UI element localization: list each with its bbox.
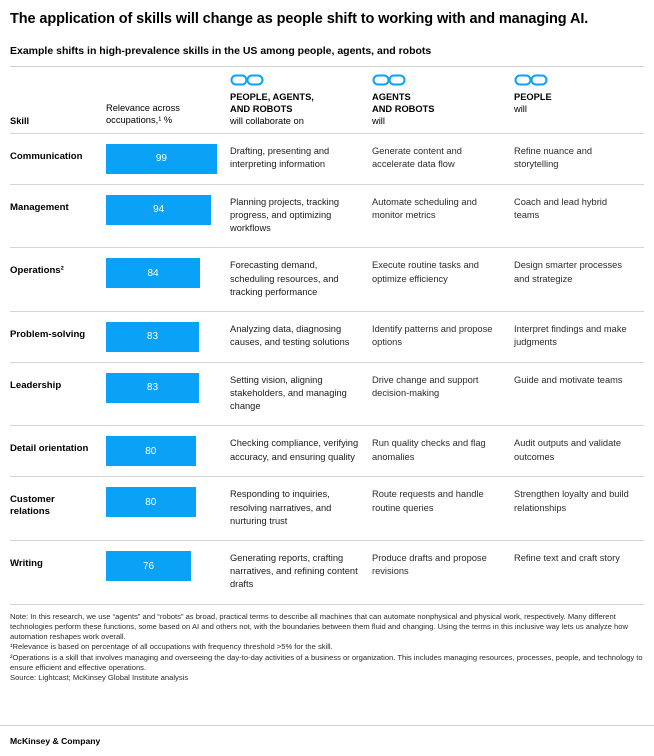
brand-divider: [0, 725, 654, 726]
chain-link-icon: [514, 73, 644, 87]
bar-value: 80: [145, 445, 157, 457]
column-header-agents-line1: AGENTS: [372, 91, 411, 102]
row-collaborate-text: Analyzing data, diagnosing causes, and testing solutions: [230, 311, 372, 362]
row-agents-text: Automate scheduling and monitor metrics: [372, 184, 514, 248]
column-header-collaborate-line1: PEOPLE, AGENTS,: [230, 91, 314, 102]
chain-link-icon: [372, 73, 514, 87]
row-bar-cell: [106, 426, 230, 477]
row-people-text: Guide and motivate teams: [514, 362, 644, 426]
row-skill-label: Customer relations: [10, 477, 106, 541]
column-header-agents: [372, 89, 514, 134]
relevance-bar: [106, 322, 199, 352]
column-header-agents-line2: AND ROBOTS: [372, 103, 435, 114]
icon-cell-agents: [372, 67, 514, 89]
relevance-bar: [106, 436, 196, 466]
row-bar-cell: [106, 477, 230, 541]
relevance-bar: [106, 144, 217, 174]
spacer-cell-skill: [10, 67, 106, 89]
row-skill-label: Management: [10, 184, 106, 248]
row-people-text: Strengthen loyalty and build relationships: [514, 477, 644, 541]
icon-cell-collaborate: [230, 67, 372, 89]
bar-value: 83: [146, 382, 159, 394]
row-agents-text: Identify patterns and propose options: [372, 311, 514, 362]
column-header-collaborate: [230, 89, 372, 134]
row-collaborate-text: Setting vision, aligning stakeholders, and managing change: [230, 362, 372, 426]
bar-value: 94: [153, 204, 165, 216]
row-people-text: Refine nuance and storytelling: [514, 133, 644, 184]
row-people-text: Refine text and craft story: [514, 541, 644, 604]
column-header-collaborate-sub: will collaborate on: [230, 115, 304, 126]
table-bottom-divider: [10, 604, 644, 605]
bar-value: 84: [147, 267, 159, 279]
row-people-text: Audit outputs and validate outcomes: [514, 426, 644, 477]
table-row: [10, 426, 644, 477]
table-row: [10, 362, 644, 426]
icon-cell-people: [514, 67, 644, 89]
relevance-bar: [106, 373, 199, 403]
relevance-bar: [106, 551, 191, 581]
row-agents-text: Generate content and accelerate data flow: [372, 133, 514, 184]
row-agents-text: Drive change and support decision-making: [372, 362, 514, 426]
row-agents-text: Run quality checks and flag anomalies: [372, 426, 514, 477]
table-row: [10, 541, 644, 604]
table-row: [10, 311, 644, 362]
relevance-bar: [106, 195, 211, 225]
column-header-collaborate-line2: AND ROBOTS: [230, 103, 293, 114]
column-icon-row: [10, 67, 644, 89]
skills-matrix-table: [10, 67, 644, 604]
spacer-cell-relevance: [106, 67, 230, 89]
row-bar-cell: [106, 133, 230, 184]
row-collaborate-text: Generating reports, crafting narratives, and refining content drafts: [230, 541, 372, 604]
row-bar-cell: [106, 248, 230, 312]
row-agents-text: Produce drafts and propose revisions: [372, 541, 514, 604]
footnote-1: ¹Relevance is based on percentage of all occupations with frequency threshold >5% for the skill.: [10, 642, 333, 652]
brand-logo: McKinsey & Company: [10, 736, 101, 746]
row-skill-label: Operations²: [10, 248, 106, 312]
table-row: [10, 133, 644, 184]
column-header-skill: Skill: [10, 115, 30, 126]
column-header-relevance: Relevance across occupations,¹ %: [106, 102, 180, 125]
footnotes: [10, 612, 644, 684]
column-header-agents-sub: will: [372, 115, 385, 126]
row-people-text: Interpret findings and make judgments: [514, 311, 644, 362]
relevance-bar: [106, 258, 200, 288]
column-header-people-sub: will: [514, 103, 527, 114]
row-collaborate-text: Responding to inquiries, resolving narratives, and nurturing trust: [230, 477, 372, 541]
bar-value: 83: [146, 331, 159, 343]
column-header-people-line1: PEOPLE: [514, 91, 552, 102]
row-skill-label: Communication: [10, 133, 106, 184]
row-collaborate-text: Planning projects, tracking progress, and optimizing workflows: [230, 184, 372, 248]
bar-value: 99: [155, 153, 167, 165]
row-skill-label: Problem-solving: [10, 311, 106, 362]
row-bar-cell: [106, 184, 230, 248]
column-header-row: [10, 89, 644, 134]
page-subtitle: Example shifts in high-prevalence skills in the US among people, agents, and robots: [10, 44, 432, 57]
bar-value: 80: [145, 496, 157, 508]
row-bar-cell: [106, 541, 230, 604]
table-row: [10, 184, 644, 248]
relevance-bar: [106, 487, 196, 517]
column-header-people: [514, 89, 644, 134]
table-row: [10, 477, 644, 541]
row-bar-cell: [106, 362, 230, 426]
row-collaborate-text: Checking compliance, verifying accuracy, and ensuring quality: [230, 426, 372, 477]
row-collaborate-text: Forecasting demand, scheduling resources, and tracking performance: [230, 248, 372, 312]
row-skill-label: Detail orientation: [10, 426, 106, 477]
row-agents-text: Route requests and handle routine queries: [372, 477, 514, 541]
row-bar-cell: [106, 311, 230, 362]
page-title: The application of skills will change as people shift to working with and managing AI.: [10, 11, 589, 27]
row-agents-text: Execute routine tasks and optimize efficiency: [372, 248, 514, 312]
row-skill-label: Leadership: [10, 362, 106, 426]
row-collaborate-text: Drafting, presenting and interpreting information: [230, 133, 372, 184]
chain-link-icon: [230, 73, 372, 87]
row-people-text: Design smarter processes and strategize: [514, 248, 644, 312]
footnote-note: Note: In this research, we use “agents” and “robots” as broad, practical terms to describe all machines that can automate nonphysical and physical work, respectively. Many different technologies perform these functions, some based on AI and others not, with the boundaries between them fluid and changing. Using the terms in this inclusive way lets us analyze how automation reshapes work overall.: [10, 611, 628, 642]
bar-value: 76: [142, 560, 155, 572]
row-skill-label: Writing: [10, 541, 106, 604]
table-row: [10, 248, 644, 312]
row-people-text: Coach and lead hybrid teams: [514, 184, 644, 248]
footnote-2: ²Operations is a skill that involves managing and overseeing the day-to-day activities of a business or organization. This includes managing resources, processes, people, and technology to ensure efficient and effective operations.: [10, 652, 643, 672]
footnote-source: Source: Lightcast; McKinsey Global Institute analysis: [10, 673, 189, 683]
